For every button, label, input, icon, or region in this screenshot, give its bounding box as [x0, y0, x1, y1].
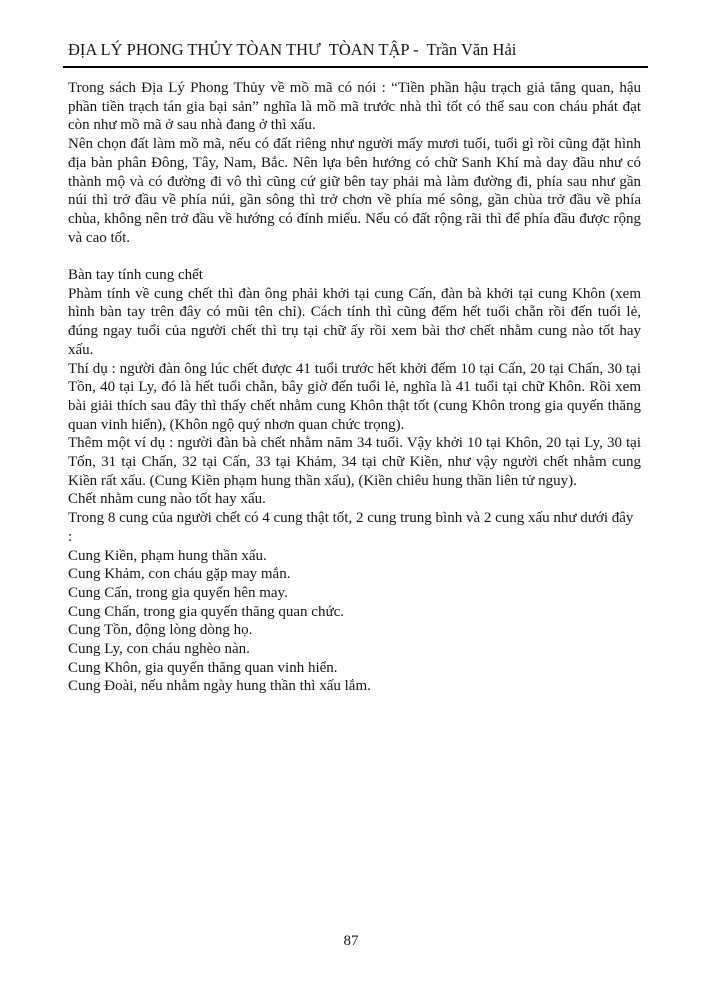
paragraph-thi-du-dan-ong: Thí dụ : người đàn ông lúc chết được 41 tuổi trước hết khởi đếm 10 tại Cấn, 20 tại Chấn, 30 tại Tồn, 40 tại Ly, đó là hết tuổi chẵn, bây giờ đến tuổi lẻ, nghĩa là 41 tuổi tại chữ Khôn. Rồi xem bài giải thích sau đây thì thấy chết nhằm cung Khôn thật tốt (cung Khôn trong gia quyến thăng quan vinh hiển), (Khôn ngộ quý nhơn quan chức trọng).	[68, 360, 641, 433]
page-number: 87	[343, 933, 359, 949]
line-chet-nham-cung: Chết nhằm cung nào tốt hay xấu.	[68, 491, 266, 508]
paragraph-chon-dat-mo-ma: Nên chọn đất làm mồ mã, nếu có đất riêng như người mấy mươi tuổi, tuổi gì rồi cũng đặt hình địa bàn phân Đông, Tây, Nam, Bắc. Nên lựa bên hướng có chữ Sanh Khí mà day đầu như có thành mộ và có đường đi vô thì cũng cứ giữ bên tay phải mà làm đường đi, phía sau như gần núi thì trở đầu về phía núi, gần sông thì trở chơn về phía mé sông, gần chùa trở đầu về phía chùa, không nên trở đầu về hướng có đính miểu. Nếu có đất rộng rãi thì để phía đầu được rộng và cao tốt.	[68, 136, 641, 246]
paragraph-vi-du-dan-ba: Thêm một ví dụ : người đàn bà chết nhằm năm 34 tuổi. Vậy khởi 10 tại Khôn, 20 tại Ly, 30 tại Tốn, 31 tại Chấn, 32 tại Cấn, 33 tại Khảm, 34 tại chữ Kiền, như vậy người chết nhằm cung Kiền rất xấu. (Cung Kiền phạm hung thần xấu), (Kiền chiêu hung thần liên tử nguy).	[68, 435, 641, 489]
list-item-cung-ton: Cung Tồn, động lòng dòng họ.	[68, 622, 253, 639]
document-body	[68, 79, 641, 696]
list-item-cung-chan: Cung Chấn, trong gia quyến thăng quan chức.	[68, 603, 344, 620]
section-heading-ban-tay-tinh-cung-chet: Bàn tay tính cung chết	[68, 267, 203, 284]
page-footer	[0, 933, 702, 950]
header-title: ĐỊA LÝ PHONG THỦY TÒAN THƯ TÒAN TẬP - Trần Văn Hải	[68, 40, 517, 59]
list-item-cung-can: Cung Cấn, trong gia quyến hên may.	[68, 584, 288, 601]
line-trong-8-cung: Trong 8 cung của người chết có 4 cung thật tốt, 2 cung trung bình và 2 cung xấu như dưới đây :	[68, 510, 634, 545]
list-item-cung-doai: Cung Đoài, nếu nhằm ngày hung thần thì xấu lắm.	[68, 678, 371, 695]
paragraph-pham-tinh-cung-chet: Phàm tính về cung chết thì đàn ông phải khởi tại cung Cấn, đàn bà khởi tại cung Khôn (xem hình bàn tay trên đây có mũi tên chỉ). Cách tính thì cũng đếm hết tuổi chẵn rồi đến tuổi lẻ, đúng ngay tuổi của người chết thì trụ tại chữ ấy rồi xem bài thơ chết nhằm cung nào tốt hay xấu.	[68, 285, 641, 358]
list-item-cung-khon: Cung Khôn, gia quyến thăng quan vinh hiển.	[68, 659, 338, 676]
list-item-cung-kien: Cung Kiền, phạm hung thần xấu.	[68, 547, 267, 564]
header-rule	[63, 66, 648, 68]
page-header	[68, 0, 641, 68]
list-item-cung-ly: Cung Ly, con cháu nghèo nàn.	[68, 641, 250, 658]
paragraph-phong-thuy-quote: Trong sách Địa Lý Phong Thủy về mồ mã có nói : “Tiền phần hậu trạch giả tăng quan, hậu phần tiền trạch tán gia bại sản” nghĩa là mồ mã trước nhà thì tốt có thể sau con cháu phát đạt còn như mồ mã ở sau nhà đang ở thì xấu.	[68, 80, 641, 134]
list-item-cung-kham: Cung Khảm, con cháu gặp may mắn.	[68, 566, 291, 583]
